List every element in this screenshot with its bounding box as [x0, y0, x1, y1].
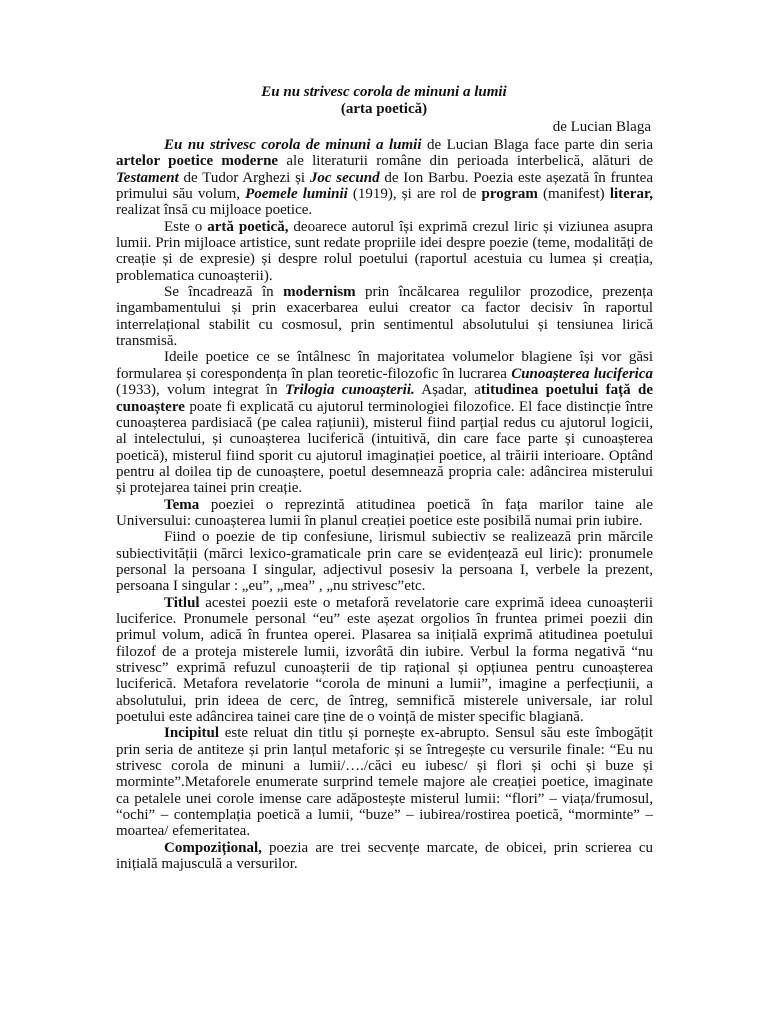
text-run: de Lucian Blaga face parte din seria	[421, 137, 653, 153]
paragraph	[116, 725, 653, 839]
emphasized-text: Incipitul	[164, 725, 220, 742]
text-run: (manifest)	[537, 186, 610, 203]
paragraph	[116, 840, 653, 873]
text-run: (1919), și are rol de	[347, 186, 482, 203]
emphasized-text: literar,	[609, 186, 653, 203]
text-run: poate fi explicată cu ajutorul terminologiei filozofice. El face distincție între cunoașterea pardisiacă (pe calea rațiunii), misterul fiind parțial redus cu ajutorul logicii, al intelectului, și cunoașterea luciferică (intuitivă, din care face parte și cunoașterea poetică), misterul fiind sporit cu ajutorul imaginației poetice, al trăirii interioare. Optând pentru al doilea tip de cunoaștere, poetul desemnează propria cale: adâncirea misterului și protejarea tainei prin creație.	[116, 398, 653, 497]
author-line: de Lucian Blaga	[552, 119, 651, 135]
paragraph	[116, 219, 653, 284]
text-run: realizat însă cu mijloace poetice.	[116, 202, 313, 219]
text-run: Așadar, a	[414, 382, 481, 399]
emphasized-text: program	[481, 186, 538, 203]
emphasized-text: Tema	[164, 496, 200, 513]
text-run: de Tudor Arghezi și	[178, 169, 310, 186]
text-run: ale literaturii române din perioada interbelică, alături de	[278, 153, 653, 170]
text-run: Ideile poetice ce se întâlnesc în majoritatea volumelor blagiene își vor găsi formularea și corespondența în plan teoretic-filozofic în lucrarea	[116, 349, 653, 382]
emphasized-text: Cunoașterea luciferica	[511, 365, 654, 382]
emphasized-text: Trilogia cunoașterii.	[285, 382, 415, 399]
text-run: (1933), volum integrat în	[116, 382, 285, 399]
document-title-block	[116, 84, 652, 118]
document-title: Eu nu strivesc corola de minuni a lumii	[261, 84, 507, 100]
emphasized-text: Testament	[116, 169, 179, 186]
paragraph	[116, 137, 653, 219]
text-run: deoarece autorul își exprimă crezul liric și viziunea asupra lumii. Prin mijloace artistice, sunt redate propriile idei despre poezie (teme, modalități de creație și de expresie) și despre rolul poetului (raportul acestuia cu lumea și creația, problematica cunoașterii).	[116, 218, 654, 284]
paragraph	[116, 284, 653, 349]
paragraph	[116, 595, 653, 726]
text-run: Este o	[164, 218, 208, 235]
emphasized-text: Joc secund	[309, 169, 380, 186]
text-run: de Ion Barbu. Poezia este așezată în fruntea primului său volum,	[116, 169, 653, 203]
text-run: Se încadrează în	[164, 284, 284, 301]
document-subtitle: (arta poetică)	[340, 101, 428, 117]
emphasized-text: Eu nu strivesc corola de minuni a lumii	[164, 137, 422, 153]
document-body	[116, 137, 653, 872]
paragraph	[116, 349, 653, 496]
text-run: acestei poezii este o metaforă revelatorie care exprimă ideea cunoașterii luciferice. Pronumele personal “eu” este așezat orgolios în fruntea primei poezii din primul volum, adică în fruntea operei. Plasarea sa inițială exprimă atitudinea poetului filozof de a proteja misterele lumii, izvorâtă din iubire. Verbul la forma negativă “nu strivesc” exprimă refuzul cunoașterii de tip rațional și opțiunea pentru cunoașterea luciferică. Metafora revelatorie “corola de minuni a lumii”, imagine a perfecțiunii, a absolutului, prin ideea de cerc, de întreg, semnifică misterele universale, iar rolul poetului este adâncirea tainei care ține de o voință de mister specific blagiană.	[116, 594, 653, 726]
emphasized-text: artelor poetice moderne	[116, 153, 279, 170]
emphasized-text: Poemele luminii	[245, 186, 348, 203]
text-run: prin încălcarea regulilor prozodice, prezența ingambamentului și prin exacerbarea eului creator ca factor decisiv în raportul interrelațional stabilit cu cosmosul, prin sentimentul absolutului și tensiunea lirică transmisă.	[116, 284, 653, 350]
emphasized-text: modernism	[283, 284, 356, 301]
text-run: poezia are trei secvențe marcate, de obicei, prin scrierea cu inițială majusculă a versurilor.	[116, 839, 653, 873]
text-run: este reluat din titlu și pornește ex-abrupto. Sensul său este îmbogățit prin seria de antiteze și prin lanțul metaforic și se întregește cu versurile finale: “Eu nu strivesc corola de minuni a lumii/…./căci eu iubesc/ și flori și ochi și buze și morminte”.Metaforele enumerate surprind temele majore ale creației poetice, imaginate ca petalele unei corole imense care adăpostește misterul lumii: “flori” – viața/frumosul, “ochi” – contemplația poetică a lumii, “buze” – iubirea/rostirea poetică, “morminte” – moartea/ efemeritatea.	[116, 725, 653, 840]
emphasized-text: artă poetică,	[207, 218, 289, 235]
paragraph	[116, 497, 653, 530]
emphasized-text: Titlul	[164, 594, 200, 611]
emphasized-text: titudinea poetului față de cunoaștere	[116, 382, 654, 415]
paragraph	[116, 529, 653, 594]
text-run: poeziei o reprezintă atitudinea poetică în fața marilor taine ale Universului: cunoașterea lumii în planul creației poetice este posibilă numai prin iubire.	[116, 496, 653, 529]
text-run: Fiind o poezie de tip confesiune, lirismul subiectiv se realizează prin mărcile subiectivității (mărci lexico-gramaticale prin care se evidențează eul liric): pronumele personal la persoana I singular, adjectivul posesiv la persoana I, verbele la prezent, persoana I singular : „eu”, „mea” , „nu strivesc”etc.	[116, 529, 653, 595]
emphasized-text: Compozițional,	[164, 839, 262, 856]
